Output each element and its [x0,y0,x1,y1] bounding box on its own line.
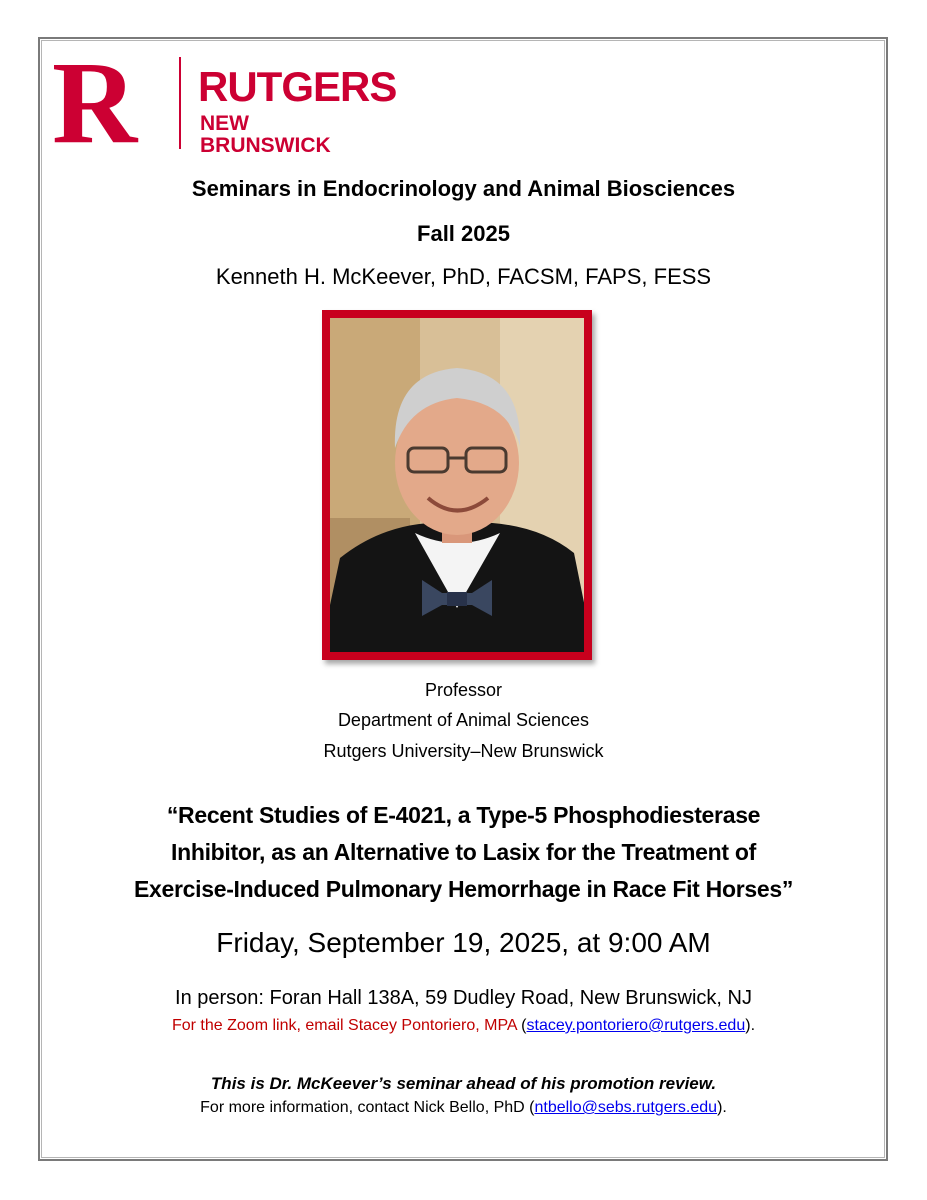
rutgers-logo [52,37,397,168]
seminar-series-title: Seminars in Endocrinology and Animal Biosciences [191,176,736,201]
zoom-paren-open: ( [521,1017,527,1034]
zoom-paren-close: ). [745,1017,756,1034]
speaker-title: Professor [424,680,503,700]
talk-title-line-3: Exercise-Induced Pulmonary Hemorrhage in Race Fit Horses” [133,876,794,902]
event-location: In person: Foran Hall 138A, 59 Dudley Road, New Brunswick, NJ [175,987,752,1009]
speaker-department: Department of Animal Sciences [337,710,590,730]
zoom-info [0,1015,927,1037]
logo-wordmark: RUTGERS [198,63,397,110]
speaker-portrait-illustration [330,318,584,652]
semester-label: Fall 2025 [417,221,510,246]
contact-text: For more information, contact Nick Bello, PhD [200,1099,525,1116]
event-datetime: Friday, September 19, 2025, at 9:00 AM [216,927,711,958]
contact-paren-open: ( [529,1099,535,1116]
zoom-text: For the Zoom link, email Stacey Pontoriero, MPA [171,1017,517,1034]
contact-paren-close: ). [717,1099,727,1116]
contact-info [0,1097,927,1119]
talk-title-line-1: “Recent Studies of E-4021, a Type-5 Phosphodiesterase [166,802,761,828]
promotion-note: This is Dr. McKeever’s seminar ahead of his promotion review. [210,1074,717,1093]
talk-title-line-2: Inhibitor, as an Alternative to Lasix for the Treatment of [171,839,756,865]
speaker-university: Rutgers University–New Brunswick [323,741,604,761]
speaker-name: Kenneth H. McKeever, PhD, FACSM, FAPS, FESS [215,264,712,289]
contact-email-link[interactable]: ntbello@sebs.rutgers.edu [534,1099,718,1116]
speaker-photo [322,310,592,660]
logo-campus: NEW BRUNSWICK [200,112,331,157]
logo-divider [179,57,181,149]
zoom-email-link[interactable]: stacey.pontoriero@rutgers.edu [526,1017,746,1034]
logo-r-mark: R [52,37,136,168]
